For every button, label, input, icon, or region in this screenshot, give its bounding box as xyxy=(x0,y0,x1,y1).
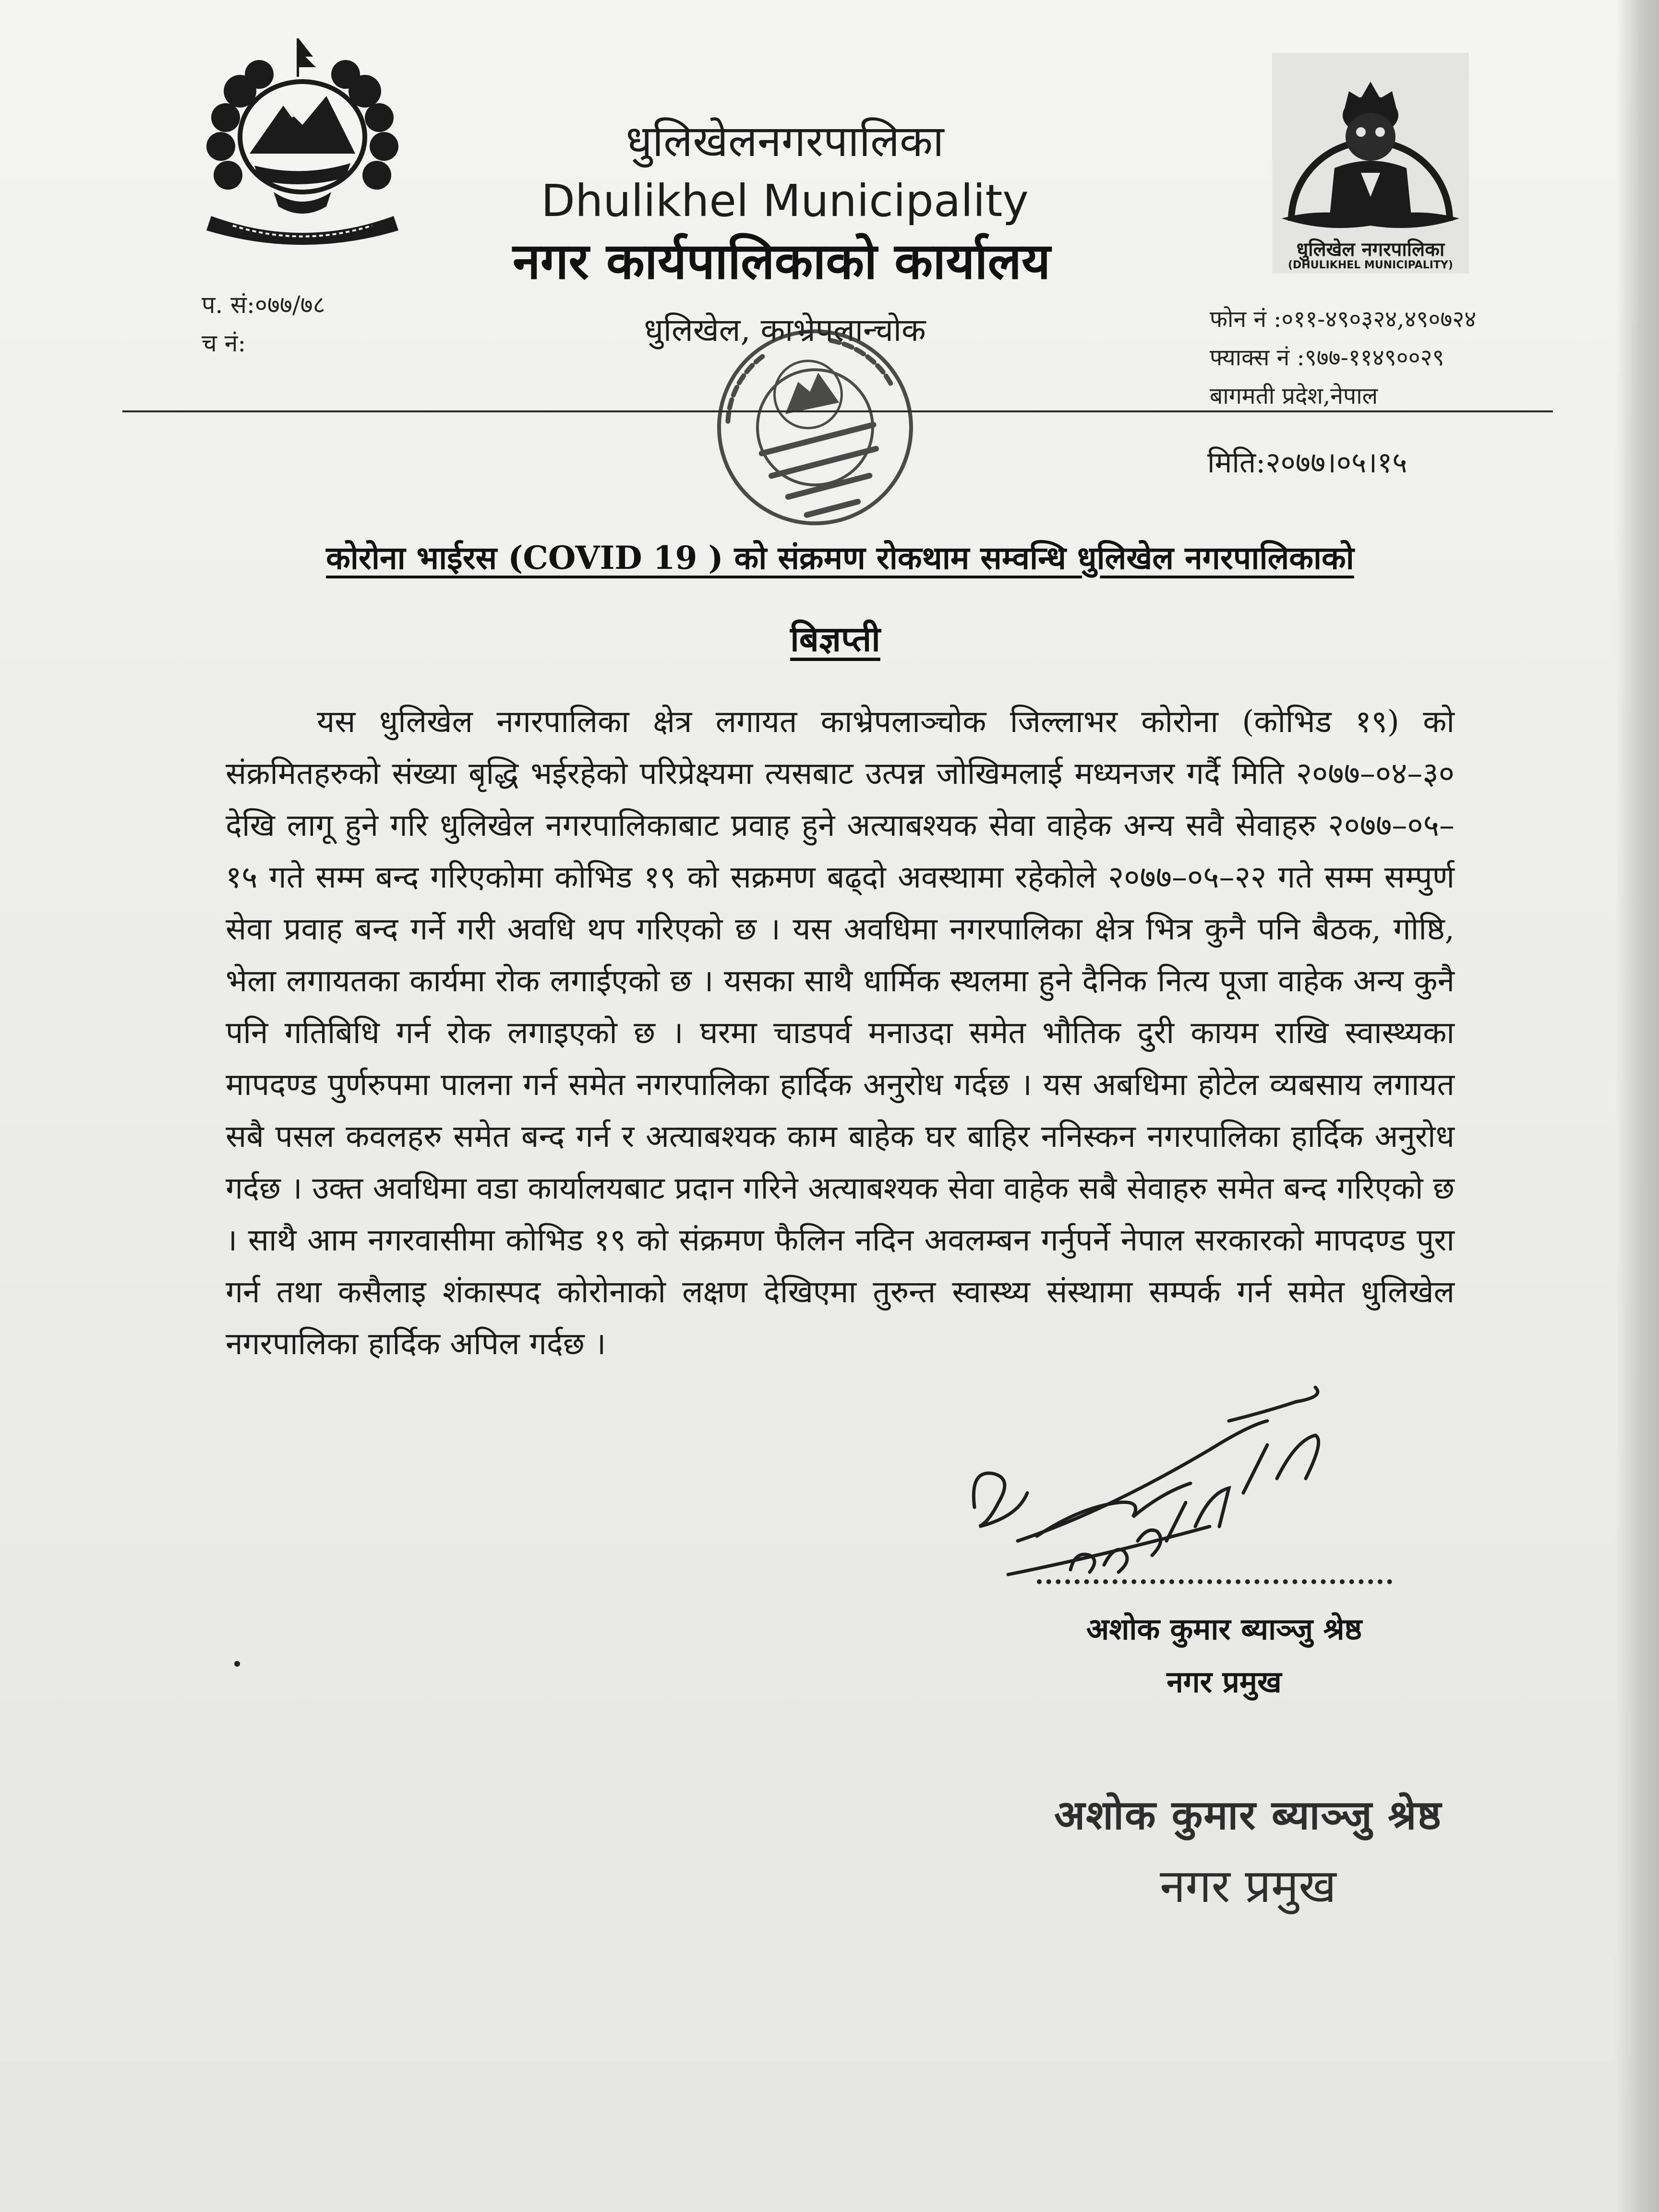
dispatch-number: च नं: xyxy=(202,329,246,357)
letter-date: मिति:२०७७।०५।१५ xyxy=(1207,446,1407,480)
fax-number: फ्याक्स नं :९७७-११४९००२९ xyxy=(1210,344,1444,371)
office-name: नगर कार्यपालिकाको कार्यालय xyxy=(513,231,1051,290)
phone-number: फोन नं :०११-४९०३२४,४९०७२४ xyxy=(1210,306,1477,333)
province-name: बागमती प्रदेश,नेपाल xyxy=(1210,383,1378,409)
notice-title: बिज्ञप्ती xyxy=(790,618,880,659)
notice-body: यस धुलिखेल नगरपालिका क्षेत्र लगायत काभ्रेपलाञ्चोक जिल्लाभर कोरोना (कोभिड १९) को संक्रमितहरुको संख्या बृद्धि भईरहेको परिप्रेक्ष्यमा त्यसबाट उत्पन्न जोखिमलाई मध्यनजर गर्दै मिति २०७७–०४–३० देखि लागू हुने गरि धुलिखेल नगरपालिकाबाट प्रवाह हुने अत्याबश्यक सेवा वाहेक अन्य सवै सेवाहरु २०७७–०५–१५ गते सम्म बन्द गरिएकोमा कोभिड १९ को सक्रमण बढ्दो अवस्थामा रहेकोले २०७७–०५–२२ गते सम्म सम्पुर्ण सेवा प्रवाह बन्द गर्ने गरी अवधि थप गरिएको छ । यस अवधिमा नगरपालिका क्षेत्र भित्र कुनै पनि बैठक, गोष्ठि, भेला लगायतका कार्यमा रोक लगाईएको छ । यसका साथै धार्मिक स्थलमा हुने दैनिक नित्य पूजा वाहेक अन्य कुनै पनि गतिबिधि गर्न रोक लगाइएको छ । घरमा चाडपर्व मनाउदा समेत भौतिक दुरी कायम राखि स्वास्थ्यका मापदण्ड पुर्णरुपमा पालना गर्न समेत नगरपालिका हार्दिक अनुरोध गर्दछ । यस अबधिमा होटेल व्यबसाय लगायत सबै पसल कवलहरु समेत बन्द गर्न र अत्याबश्यक काम बाहेक घर बाहिर ननिस्कन नगरपालिका हार्दिक अनुरोध गर्दछ । उक्त अवधिमा वडा कार्यालयबाट प्रदान गरिने अत्याबश्यक सेवा वाहेक सबै सेवाहरु समेत बन्द गरिएको छ । साथै आम नगरवासीमा कोभिड १९ को संक्रमण फैलिन नदिन अवलम्बन गर्नुपर्ने नेपाल सरकारको मापदण्ड पुरा गर्न तथा कसैलाइ शंकास्पद कोरोनाको लक्षण देखिएमा तुरुन्त स्वास्थ्य संस्थामा सम्पर्क गर्न समेत धुलिखेल नगरपालिका हार्दिक अपिल गर्दछ । xyxy=(226,704,1455,1362)
reference-number: प. सं:०७७/७८ xyxy=(202,291,325,319)
handwritten-signature xyxy=(960,1382,1392,1632)
name-stamp-name: अशोक कुमार ब्याञ्जु श्रेष्ठ xyxy=(1054,1791,1443,1839)
office-seal-stamp xyxy=(686,307,946,557)
municipality-logo-caption-english: (DHULIKHEL MUNICIPALITY) xyxy=(1288,259,1453,271)
reference-block xyxy=(202,286,325,362)
signatory-title: नगर प्रमुख xyxy=(1166,1664,1282,1699)
signatory-name: अशोक कुमार ब्याञ्जु श्रेष्ठ xyxy=(1086,1611,1362,1647)
ink-speck xyxy=(234,1661,240,1667)
name-stamp-title: नगर प्रमुख xyxy=(1160,1859,1336,1913)
paper-shadow-edge xyxy=(1616,0,1659,2212)
municipality-name-english: Dhulikhel Municipality xyxy=(541,175,1029,227)
office-address: धुलिखेल, काभ्रेपलान्चोक xyxy=(644,312,926,349)
contact-block xyxy=(1210,300,1476,415)
notice-subject: कोरोना भाईरस (COVID 19 ) को संक्रमण रोकथाम सम्वन्धि धुलिखेल नगरपालिकाको xyxy=(326,539,1354,577)
municipality-logo-caption-nepali: धुलिखेल नगरपालिका xyxy=(1296,238,1445,261)
nepal-national-emblem xyxy=(187,34,418,254)
municipality-name-nepali: धुलिखेलनगरपालिका xyxy=(625,116,944,167)
signature-dotted-line xyxy=(1037,1579,1392,1584)
